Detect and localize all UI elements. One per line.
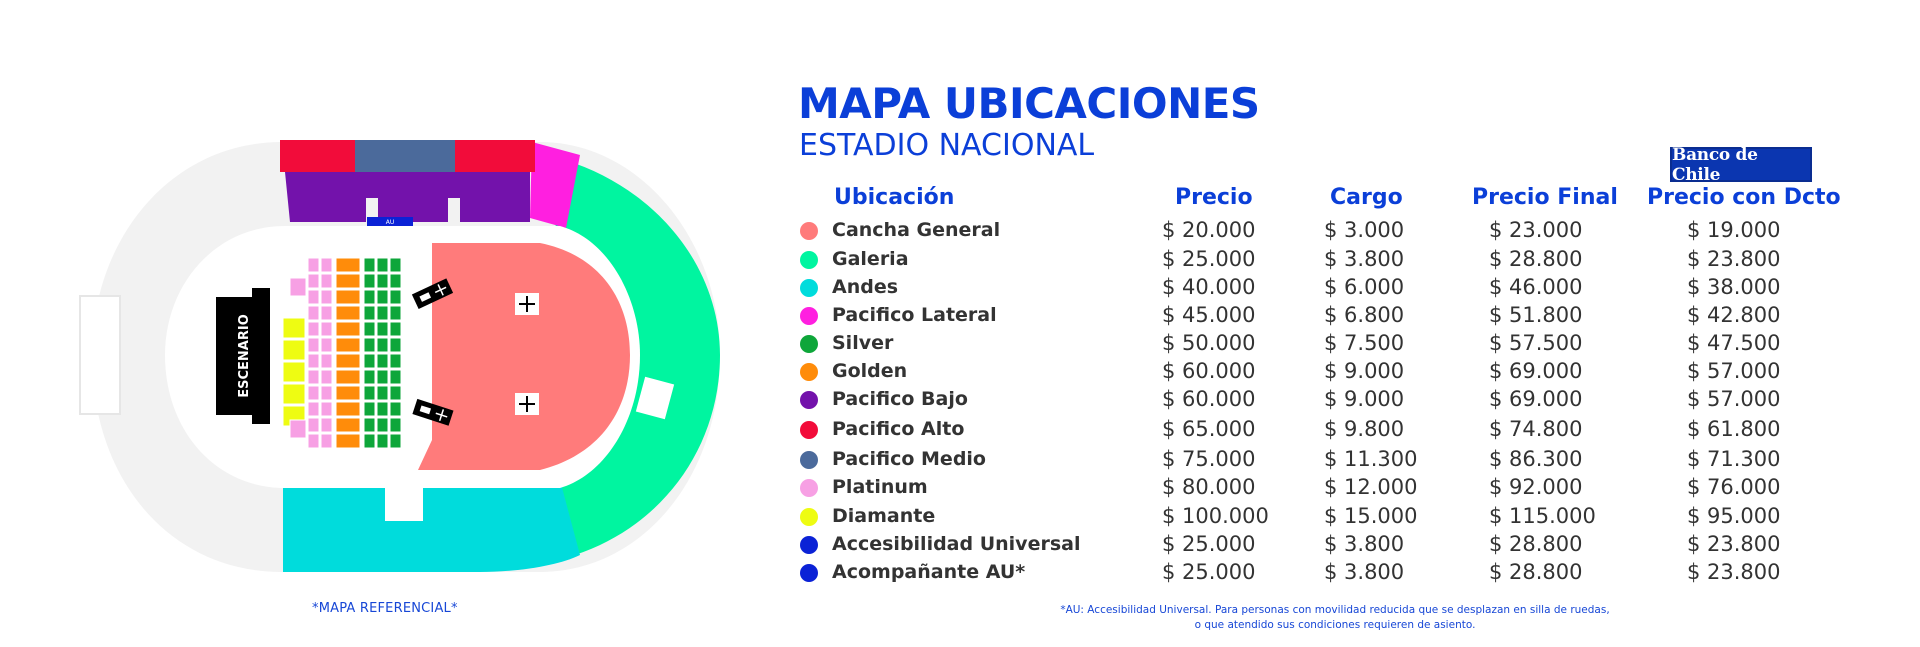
seat-block-diamante[interactable] bbox=[283, 340, 305, 360]
price-value: $ 25.000 bbox=[1162, 247, 1256, 271]
legend-color-dot bbox=[800, 307, 818, 325]
price-value: $ 25.000 bbox=[1162, 560, 1256, 584]
price-value: $ 100.000 bbox=[1162, 504, 1269, 528]
au-box-label: AU bbox=[385, 219, 395, 226]
footnote bbox=[1000, 603, 1670, 633]
seat-block-golden[interactable] bbox=[336, 354, 360, 368]
legend-color-dot bbox=[800, 451, 818, 469]
seat-block-silver[interactable] bbox=[390, 354, 401, 368]
discount-price-value: $ 47.500 bbox=[1687, 331, 1781, 355]
seat-block-platinum[interactable] bbox=[308, 290, 319, 304]
seat-block-silver[interactable] bbox=[377, 322, 388, 336]
zone-andes[interactable] bbox=[283, 480, 580, 572]
location-name: Pacifico Lateral bbox=[832, 304, 997, 326]
discount-price-value: $ 71.300 bbox=[1687, 447, 1781, 471]
final-price-value: $ 57.500 bbox=[1489, 331, 1583, 355]
price-value: $ 45.000 bbox=[1162, 303, 1256, 327]
seat-block-platinum[interactable] bbox=[308, 386, 319, 400]
seat-block-platinum[interactable] bbox=[308, 274, 319, 288]
seat-block-silver[interactable] bbox=[364, 402, 375, 416]
charge-value: $ 9.800 bbox=[1324, 417, 1405, 441]
seat-block-platinum[interactable] bbox=[308, 322, 319, 336]
column-header-precio: Precio bbox=[1175, 185, 1253, 210]
legend-color-dot bbox=[800, 222, 818, 240]
final-price-value: $ 51.800 bbox=[1489, 303, 1583, 327]
seat-block-platinum[interactable] bbox=[308, 402, 319, 416]
seat-block-silver[interactable] bbox=[364, 306, 375, 320]
seat-block-platinum[interactable] bbox=[321, 322, 332, 336]
charge-value: $ 12.000 bbox=[1324, 475, 1418, 499]
discount-price-value: $ 23.800 bbox=[1687, 532, 1781, 556]
seat-block-diamante[interactable] bbox=[283, 384, 305, 404]
seat-block-platinum[interactable] bbox=[308, 258, 319, 272]
price-value: $ 60.000 bbox=[1162, 359, 1256, 383]
seat-block-golden[interactable] bbox=[336, 322, 360, 336]
price-value: $ 20.000 bbox=[1162, 218, 1256, 242]
discount-price-value: $ 57.000 bbox=[1687, 359, 1781, 383]
legend-color-dot bbox=[800, 251, 818, 269]
seat-block-silver[interactable] bbox=[377, 306, 388, 320]
plus-marker-bottom bbox=[515, 393, 539, 415]
discount-price-value: $ 42.800 bbox=[1687, 303, 1781, 327]
location-name: Pacifico Alto bbox=[832, 418, 965, 440]
price-value: $ 50.000 bbox=[1162, 331, 1256, 355]
charge-value: $ 11.300 bbox=[1324, 447, 1418, 471]
seat-block-silver[interactable] bbox=[390, 290, 401, 304]
seat-block-silver[interactable] bbox=[377, 402, 388, 416]
seat-block-platinum[interactable] bbox=[321, 274, 332, 288]
seat-block-silver[interactable] bbox=[390, 322, 401, 336]
discount-price-value: $ 76.000 bbox=[1687, 475, 1781, 499]
seat-block-silver[interactable] bbox=[364, 354, 375, 368]
seat-block-platinum[interactable] bbox=[321, 354, 332, 368]
seat-block-silver[interactable] bbox=[377, 434, 388, 448]
charge-value: $ 15.000 bbox=[1324, 504, 1418, 528]
discount-price-value: $ 61.800 bbox=[1687, 417, 1781, 441]
seat-block-silver[interactable] bbox=[364, 258, 375, 272]
zone-pacifico-bajo[interactable] bbox=[285, 172, 530, 222]
location-name: Pacifico Bajo bbox=[832, 388, 968, 410]
seat-block-silver[interactable] bbox=[364, 370, 375, 384]
zone-pacifico-medio[interactable] bbox=[355, 140, 455, 172]
location-name: Diamante bbox=[832, 505, 936, 527]
seat-block-golden[interactable] bbox=[336, 418, 360, 432]
charge-value: $ 3.800 bbox=[1324, 247, 1405, 271]
column-header-precio-dcto: Precio con Dcto bbox=[1647, 185, 1841, 210]
seat-block-silver[interactable] bbox=[390, 306, 401, 320]
location-name: Accesibilidad Universal bbox=[832, 533, 1081, 555]
discount-price-value: $ 23.800 bbox=[1687, 560, 1781, 584]
final-price-value: $ 74.800 bbox=[1489, 417, 1583, 441]
bank-logo: Banco de Chile bbox=[1670, 147, 1812, 182]
seat-block-platinum[interactable] bbox=[321, 402, 332, 416]
seat-block-golden[interactable] bbox=[336, 370, 360, 384]
discount-price-value: $ 57.000 bbox=[1687, 387, 1781, 411]
final-price-value: $ 28.800 bbox=[1489, 560, 1583, 584]
seat-block-silver[interactable] bbox=[364, 434, 375, 448]
price-value: $ 25.000 bbox=[1162, 532, 1256, 556]
legend-color-dot bbox=[800, 391, 818, 409]
price-value: $ 60.000 bbox=[1162, 387, 1256, 411]
stage-label: ESCENARIO bbox=[237, 314, 252, 398]
seat-block-platinum[interactable] bbox=[308, 306, 319, 320]
seat-block-golden[interactable] bbox=[336, 306, 360, 320]
seat-block-platinum[interactable] bbox=[321, 418, 332, 432]
seat-block-silver[interactable] bbox=[390, 386, 401, 400]
final-price-value: $ 115.000 bbox=[1489, 504, 1596, 528]
discount-price-value: $ 95.000 bbox=[1687, 504, 1781, 528]
seat-block-silver[interactable] bbox=[364, 322, 375, 336]
column-header-cargo: Cargo bbox=[1330, 185, 1403, 210]
discount-price-value: $ 38.000 bbox=[1687, 275, 1781, 299]
legend-color-dot bbox=[800, 335, 818, 353]
charge-value: $ 3.800 bbox=[1324, 532, 1405, 556]
column-header-precio-final: Precio Final bbox=[1472, 185, 1618, 210]
seat-block-platinum[interactable] bbox=[290, 420, 306, 438]
seat-block-platinum[interactable] bbox=[321, 258, 332, 272]
seat-block-platinum[interactable] bbox=[290, 278, 306, 296]
plus-marker-top bbox=[515, 293, 539, 315]
final-price-value: $ 23.000 bbox=[1489, 218, 1583, 242]
location-name: Andes bbox=[832, 276, 899, 298]
seat-block-platinum[interactable] bbox=[308, 370, 319, 384]
seat-block-platinum[interactable] bbox=[321, 290, 332, 304]
price-value: $ 80.000 bbox=[1162, 475, 1256, 499]
seat-block-silver[interactable] bbox=[390, 418, 401, 432]
seat-block-silver[interactable] bbox=[377, 258, 388, 272]
seat-block-silver[interactable] bbox=[364, 290, 375, 304]
final-price-value: $ 69.000 bbox=[1489, 387, 1583, 411]
seat-block-silver[interactable] bbox=[364, 338, 375, 352]
seat-block-golden[interactable] bbox=[336, 338, 360, 352]
seat-block-silver[interactable] bbox=[377, 418, 388, 432]
final-price-value: $ 28.800 bbox=[1489, 247, 1583, 271]
charge-value: $ 3.000 bbox=[1324, 218, 1405, 242]
location-name: Silver bbox=[832, 332, 894, 354]
seat-block-golden[interactable] bbox=[336, 386, 360, 400]
seat-block-platinum[interactable] bbox=[308, 338, 319, 352]
seat-block-silver[interactable] bbox=[377, 274, 388, 288]
seat-block-silver[interactable] bbox=[364, 274, 375, 288]
final-price-value: $ 92.000 bbox=[1489, 475, 1583, 499]
seat-block-platinum[interactable] bbox=[321, 386, 332, 400]
price-value: $ 75.000 bbox=[1162, 447, 1256, 471]
seat-block-silver[interactable] bbox=[364, 418, 375, 432]
seat-block-silver[interactable] bbox=[390, 434, 401, 448]
final-price-value: $ 69.000 bbox=[1489, 359, 1583, 383]
seat-block-platinum[interactable] bbox=[321, 370, 332, 384]
seat-block-silver[interactable] bbox=[377, 370, 388, 384]
charge-value: $ 9.000 bbox=[1324, 387, 1405, 411]
legend-color-dot bbox=[800, 279, 818, 297]
andes-notch bbox=[385, 485, 423, 521]
seat-block-silver[interactable] bbox=[364, 386, 375, 400]
seat-block-silver[interactable] bbox=[390, 274, 401, 288]
seat-block-silver[interactable] bbox=[377, 290, 388, 304]
location-name: Pacifico Medio bbox=[832, 448, 986, 470]
location-name: Platinum bbox=[832, 476, 928, 498]
seat-block-platinum[interactable] bbox=[321, 306, 332, 320]
zone-cancha-general[interactable] bbox=[418, 243, 630, 470]
charge-value: $ 3.800 bbox=[1324, 560, 1405, 584]
column-header-ubicacion: Ubicación bbox=[834, 185, 955, 210]
charge-value: $ 9.000 bbox=[1324, 359, 1405, 383]
seat-block-golden[interactable] bbox=[336, 258, 360, 272]
charge-value: $ 6.800 bbox=[1324, 303, 1405, 327]
seat-block-silver[interactable] bbox=[390, 258, 401, 272]
seat-block-golden[interactable] bbox=[336, 434, 360, 448]
seat-block-silver[interactable] bbox=[377, 354, 388, 368]
seat-block-silver[interactable] bbox=[377, 338, 388, 352]
location-name: Galeria bbox=[832, 248, 909, 270]
seat-block-platinum[interactable] bbox=[308, 354, 319, 368]
footnote-line-1: *AU: Accesibilidad Universal. Para personas con movilidad reducida que se desplazan en silla de ruedas, bbox=[1060, 604, 1610, 616]
seat-block-golden[interactable] bbox=[336, 402, 360, 416]
location-name: Golden bbox=[832, 360, 908, 382]
stadium-map bbox=[0, 0, 760, 600]
legend-color-dot bbox=[800, 479, 818, 497]
seat-block-platinum[interactable] bbox=[321, 338, 332, 352]
seat-block-silver[interactable] bbox=[390, 370, 401, 384]
seat-block-silver[interactable] bbox=[390, 338, 401, 352]
discount-price-value: $ 23.800 bbox=[1687, 247, 1781, 271]
footnote-line-2: o que atendido sus condiciones requieren de asiento. bbox=[1194, 619, 1476, 631]
charge-value: $ 7.500 bbox=[1324, 331, 1405, 355]
price-value: $ 40.000 bbox=[1162, 275, 1256, 299]
page-subtitle: ESTADIO NACIONAL bbox=[799, 128, 1095, 163]
legend-color-dot bbox=[800, 564, 818, 582]
left-box bbox=[80, 296, 120, 414]
seat-block-silver[interactable] bbox=[377, 386, 388, 400]
legend-color-dot bbox=[800, 421, 818, 439]
seat-block-platinum[interactable] bbox=[321, 434, 332, 448]
seat-block-diamante[interactable] bbox=[283, 362, 305, 382]
stage bbox=[216, 288, 270, 424]
legend-color-dot bbox=[800, 363, 818, 381]
charge-value: $ 6.000 bbox=[1324, 275, 1405, 299]
page-title: MAPA UBICACIONES bbox=[798, 79, 1260, 128]
legend-color-dot bbox=[800, 508, 818, 526]
price-value: $ 65.000 bbox=[1162, 417, 1256, 441]
seat-block-platinum[interactable] bbox=[308, 434, 319, 448]
location-name: Acompañante AU* bbox=[832, 561, 1026, 583]
map-note: *MAPA REFERENCIAL* bbox=[312, 601, 458, 616]
seat-block-golden[interactable] bbox=[336, 274, 360, 288]
seat-block-platinum[interactable] bbox=[308, 418, 319, 432]
seat-block-silver[interactable] bbox=[390, 402, 401, 416]
location-name: Cancha General bbox=[832, 219, 1001, 241]
final-price-value: $ 46.000 bbox=[1489, 275, 1583, 299]
final-price-value: $ 86.300 bbox=[1489, 447, 1583, 471]
seat-block-golden[interactable] bbox=[336, 290, 360, 304]
final-price-value: $ 28.800 bbox=[1489, 532, 1583, 556]
seat-block-diamante[interactable] bbox=[283, 318, 305, 338]
discount-price-value: $ 19.000 bbox=[1687, 218, 1781, 242]
legend-color-dot bbox=[800, 536, 818, 554]
